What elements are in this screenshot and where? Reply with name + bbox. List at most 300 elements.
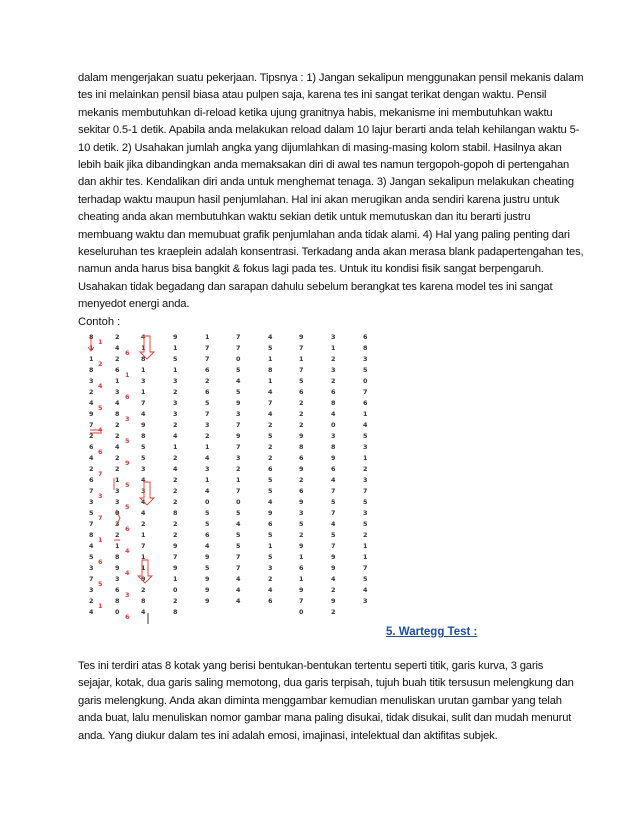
kraeplin-digit: 8 xyxy=(173,608,178,616)
kraeplin-digit: 7 xyxy=(236,564,241,572)
kraeplin-digit: 4 xyxy=(205,487,210,495)
kraeplin-digit: 2 xyxy=(268,421,273,429)
kraeplin-digit: 5 xyxy=(236,366,241,374)
kraeplin-digit: 7 xyxy=(331,487,336,495)
kraeplin-digit: 7 xyxy=(299,597,304,605)
kraeplin-digit: 9 xyxy=(299,465,304,473)
kraeplin-digit: 4 xyxy=(331,575,336,583)
kraeplin-digit: 3 xyxy=(89,377,94,385)
kraeplin-digit: 2 xyxy=(141,586,146,594)
kraeplin-digit: 3 xyxy=(141,377,146,385)
kraeplin-digit: 2 xyxy=(115,333,120,341)
kraeplin-digit: 3 xyxy=(236,410,241,418)
kraeplin-digit: 8 xyxy=(141,597,146,605)
kraeplin-digit: 4 xyxy=(89,542,94,550)
kraeplin-digit: 1 xyxy=(141,531,146,539)
kraeplin-digit: 2 xyxy=(89,432,94,440)
kraeplin-digit: 6 xyxy=(331,388,336,396)
wartegg-section-heading[interactable]: 5. Wartegg Test : xyxy=(386,626,478,638)
kraeplin-digit: 2 xyxy=(299,421,304,429)
kraeplin-digit: 9 xyxy=(173,564,178,572)
kraeplin-digit: 2 xyxy=(173,487,178,495)
kraeplin-digit: 1 xyxy=(141,553,146,561)
kraeplin-digit: 3 xyxy=(115,520,120,528)
kraeplin-sum-digit: 6 xyxy=(98,558,103,566)
kraeplin-digit: 3 xyxy=(173,410,178,418)
kraeplin-digit: 5 xyxy=(141,454,146,462)
kraeplin-digit: 2 xyxy=(115,454,120,462)
kraeplin-digit: 5 xyxy=(205,509,210,517)
kraeplin-digit: 3 xyxy=(115,498,120,506)
kraeplin-digit: 6 xyxy=(115,586,120,594)
kraeplin-digit: 5 xyxy=(363,575,368,583)
wartegg-paragraph xyxy=(78,658,574,745)
kraeplin-digit: 0 xyxy=(115,509,120,517)
kraeplin-digit: 4 xyxy=(331,476,336,484)
kraeplin-digit: 3 xyxy=(205,465,210,473)
kraeplin-digit: 9 xyxy=(173,333,178,341)
kraeplin-digit: 5 xyxy=(268,487,273,495)
kraeplin-digit: 2 xyxy=(173,454,178,462)
kraeplin-digit: 2 xyxy=(205,432,210,440)
text-line: tes ini melainkan pensil biasa atau pulpen saja, karena tes ini sangat terikat dengan waktu. Pensil xyxy=(78,89,547,102)
kraeplin-digit: 5 xyxy=(89,509,94,517)
kraeplin-digit: 4 xyxy=(236,377,241,385)
kraeplin-digit: 6 xyxy=(268,465,273,473)
kraeplin-digit: 4 xyxy=(236,520,241,528)
kraeplin-digit: 2 xyxy=(331,586,336,594)
kraeplin-digit: 1 xyxy=(363,553,368,561)
kraeplin-digit: 2 xyxy=(363,531,368,539)
kraeplin-digit: 2 xyxy=(173,476,178,484)
kraeplin-digit: 7 xyxy=(89,520,94,528)
kraeplin-digit: 8 xyxy=(141,432,146,440)
kraeplin-digit: 7 xyxy=(236,344,241,352)
kraeplin-digit: 7 xyxy=(331,542,336,550)
kraeplin-digit: 1 xyxy=(236,476,241,484)
kraeplin-digit: 2 xyxy=(268,575,273,583)
kraeplin-digit: 8 xyxy=(363,344,368,352)
kraeplin-digit: 4 xyxy=(173,432,178,440)
kraeplin-sum-digit: 3 xyxy=(125,591,130,599)
kraeplin-digit: 7 xyxy=(205,355,210,363)
kraeplin-digit: 1 xyxy=(115,476,120,484)
kraeplin-digit: 4 xyxy=(141,498,146,506)
kraeplin-digit: 2 xyxy=(331,377,336,385)
kraeplin-digit: 8 xyxy=(115,410,120,418)
kraeplin-digit: 1 xyxy=(89,344,94,352)
text-line: 10 detik. 2) Usahakan jumlah angka yang dijumlahkan di masing-masing kolom stabil. Hasilnya akan xyxy=(78,141,562,154)
kraeplin-digit: 3 xyxy=(115,575,120,583)
kraeplin-digit: 7 xyxy=(236,487,241,495)
kraeplin-digit: 2 xyxy=(89,465,94,473)
kraeplin-digit: 3 xyxy=(299,509,304,517)
kraeplin-digit: 7 xyxy=(173,553,178,561)
kraeplin-sum-digit: 6 xyxy=(98,448,103,456)
kraeplin-digit: 1 xyxy=(141,388,146,396)
kraeplin-digit: 0 xyxy=(299,608,304,616)
kraeplin-digit: 1 xyxy=(89,355,94,363)
tips-paragraph xyxy=(78,70,584,314)
kraeplin-digit: 2 xyxy=(331,355,336,363)
kraeplin-digit: 0 xyxy=(115,608,120,616)
kraeplin-sum-digit: 2 xyxy=(98,360,103,368)
kraeplin-digit: 9 xyxy=(331,597,336,605)
kraeplin-digit: 7 xyxy=(89,421,94,429)
kraeplin-digit: 1 xyxy=(141,564,146,572)
kraeplin-digit: 6 xyxy=(363,399,368,407)
kraeplin-digit: 3 xyxy=(331,333,336,341)
text-line: terhadap waktu maupun hasil penjumlahan. Hal ini akan merugikan anda sendiri karena justru untuk xyxy=(78,193,560,206)
kraeplin-sum-digit: 6 xyxy=(125,525,130,533)
kraeplin-digit: 2 xyxy=(363,465,368,473)
kraeplin-digit: 2 xyxy=(173,498,178,506)
kraeplin-digit: 9 xyxy=(115,564,120,572)
kraeplin-digit: 9 xyxy=(299,498,304,506)
kraeplin-digit: 4 xyxy=(268,498,273,506)
kraeplin-digit: 2 xyxy=(115,531,120,539)
kraeplin-digit: 8 xyxy=(141,355,146,363)
kraeplin-digit: 0 xyxy=(331,421,336,429)
kraeplin-digit: 0 xyxy=(173,586,178,594)
kraeplin-digit: 9 xyxy=(205,597,210,605)
text-line: anda. Yang diukur dalam tes ini adalah emosi, imajinasi, intelektual dan aktifitas subjek. xyxy=(78,729,498,742)
kraeplin-digit: 7 xyxy=(236,553,241,561)
text-line: sejajar, kotak, dua garis saling memotong, dua garis terpisah, tujuh buah titik tersusun melengkung dan xyxy=(78,677,574,690)
kraeplin-digit: 9 xyxy=(268,509,273,517)
kraeplin-sum-digit: 5 xyxy=(98,404,103,412)
kraeplin-digit: 6 xyxy=(268,520,273,528)
kraeplin-digit: 7 xyxy=(363,487,368,495)
kraeplin-digit: 8 xyxy=(268,366,273,374)
kraeplin-digit: 7 xyxy=(89,575,94,583)
kraeplin-digit: 5 xyxy=(268,531,273,539)
kraeplin-digit: 5 xyxy=(268,553,273,561)
kraeplin-digit: 1 xyxy=(115,542,120,550)
kraeplin-digit: 8 xyxy=(115,553,120,561)
kraeplin-digit: 6 xyxy=(299,487,304,495)
kraeplin-digit: 8 xyxy=(299,443,304,451)
kraeplin-digit: 2 xyxy=(173,531,178,539)
kraeplin-sum-digit: 6 xyxy=(125,393,130,401)
kraeplin-digit: 2 xyxy=(89,597,94,605)
kraeplin-digit: 3 xyxy=(173,399,178,407)
kraeplin-digit: 7 xyxy=(363,564,368,572)
kraeplin-digit: 5 xyxy=(236,509,241,517)
kraeplin-digit: 4 xyxy=(236,586,241,594)
kraeplin-sum-digit: 1 xyxy=(98,338,103,346)
kraeplin-digit: 0 xyxy=(363,377,368,385)
kraeplin-digit: 9 xyxy=(205,553,210,561)
kraeplin-digit: 1 xyxy=(268,355,273,363)
kraeplin-digit: 1 xyxy=(173,344,178,352)
kraeplin-digit: 4 xyxy=(268,388,273,396)
kraeplin-digit: 7 xyxy=(236,443,241,451)
kraeplin-digit: 1 xyxy=(205,476,210,484)
kraeplin-digit: 7 xyxy=(331,509,336,517)
text-line: cheating anda akan membutuhkan waktu sekian detik untuk memutuskan dan itu berarti justru xyxy=(78,211,531,224)
kraeplin-digit: 0 xyxy=(236,355,241,363)
kraeplin-digit: 5 xyxy=(363,520,368,528)
kraeplin-digit: 1 xyxy=(299,575,304,583)
kraeplin-digit: 3 xyxy=(173,377,178,385)
kraeplin-sum-digit: 6 xyxy=(125,349,130,357)
kraeplin-digit: 7 xyxy=(205,344,210,352)
kraeplin-digit: 3 xyxy=(141,465,146,473)
kraeplin-digit: 6 xyxy=(89,476,94,484)
kraeplin-digit: 1 xyxy=(268,377,273,385)
text-line: anda buat, lalu menuliskan nomor gambar mana paling disukai, tidak disukai, sulit dan mudah menurut xyxy=(78,712,572,725)
kraeplin-digit: 6 xyxy=(89,443,94,451)
kraeplin-digit: 4 xyxy=(268,410,273,418)
kraeplin-digit: 7 xyxy=(268,399,273,407)
kraeplin-sum-digit: 3 xyxy=(125,415,130,423)
kraeplin-digit: 1 xyxy=(363,410,368,418)
kraeplin-digit: 3 xyxy=(141,487,146,495)
kraeplin-digit: 9 xyxy=(299,542,304,550)
kraeplin-digit: 1 xyxy=(363,454,368,462)
kraeplin-sum-digit: 4 xyxy=(98,426,103,434)
kraeplin-digit: 3 xyxy=(115,388,120,396)
kraeplin-digit: 5 xyxy=(268,476,273,484)
kraeplin-digit: 8 xyxy=(331,399,336,407)
text-line: keseluruhan tes kraeplein adalah konsentrasi. Terkadang anda akan merasa blank padapertengahan tes, xyxy=(78,246,584,259)
kraeplin-digit: 1 xyxy=(141,366,146,374)
kraeplin-digit: 7 xyxy=(299,366,304,374)
kraeplin-digit: 9 xyxy=(89,410,94,418)
kraeplin-digit: 5 xyxy=(299,377,304,385)
text-line: sekitar 0.5-1 detik. Apabila anda melakukan reload dalam 10 lajur berarti anda telah kehilangan waktu 5- xyxy=(78,124,580,137)
kraeplin-digit: 2 xyxy=(236,465,241,473)
kraeplin-digit: 9 xyxy=(173,542,178,550)
kraeplin-digit: 3 xyxy=(89,586,94,594)
kraeplin-sum-digit: 5 xyxy=(125,503,130,511)
kraeplin-digit: 3 xyxy=(363,597,368,605)
kraeplin-digit: 1 xyxy=(331,344,336,352)
kraeplin-digit: 4 xyxy=(363,586,368,594)
kraeplin-digit: 9 xyxy=(331,564,336,572)
kraeplin-digit: 1 xyxy=(115,377,120,385)
kraeplin-digit: 3 xyxy=(331,432,336,440)
kraeplin-digit: 7 xyxy=(141,542,146,550)
kraeplin-digit: 9 xyxy=(205,586,210,594)
kraeplin-digit: 4 xyxy=(115,443,120,451)
kraeplin-digit: 8 xyxy=(89,333,94,341)
kraeplin-digit: 2 xyxy=(115,432,120,440)
kraeplin-digit: 5 xyxy=(89,553,94,561)
text-line: garis melengkung. Anda akan diminta menggambar kemudian menuliskan urutan gambar yang telah xyxy=(78,694,562,707)
kraeplin-sum-digit: 1 xyxy=(125,371,130,379)
kraeplin-digit: 3 xyxy=(115,487,120,495)
kraeplin-digit: 4 xyxy=(205,542,210,550)
kraeplin-digit: 2 xyxy=(268,454,273,462)
kraeplin-digit: 1 xyxy=(299,553,304,561)
kraeplin-digit: 8 xyxy=(173,509,178,517)
kraeplin-digit: 1 xyxy=(173,366,178,374)
kraeplin-digit: 7 xyxy=(236,421,241,429)
kraeplin-digit: 5 xyxy=(268,432,273,440)
kraeplin-sum-digit: 6 xyxy=(125,613,130,621)
kraeplin-sum-digit: 7 xyxy=(98,470,103,478)
kraeplin-digit: 3 xyxy=(363,355,368,363)
kraeplin-digit: 7 xyxy=(236,333,241,341)
kraeplin-digit: 1 xyxy=(141,344,146,352)
kraeplin-digit: 3 xyxy=(89,564,94,572)
kraeplin-digit: 8 xyxy=(89,366,94,374)
kraeplin-sum-digit: 1 xyxy=(98,536,103,544)
kraeplin-digit: 6 xyxy=(299,454,304,462)
kraeplin-digit: 7 xyxy=(89,487,94,495)
kraeplin-digit: 0 xyxy=(236,498,241,506)
kraeplin-digit: 2 xyxy=(299,410,304,418)
kraeplin-digit: 2 xyxy=(173,520,178,528)
kraeplin-digit: 2 xyxy=(205,377,210,385)
kraeplin-digit: 4 xyxy=(141,410,146,418)
kraeplin-digit: 4 xyxy=(236,575,241,583)
kraeplin-digit: 6 xyxy=(299,564,304,572)
example-label: Contoh : xyxy=(78,316,121,328)
kraeplin-digit: 7 xyxy=(363,388,368,396)
kraeplin-digit: 1 xyxy=(268,542,273,550)
kraeplin-digit: 7 xyxy=(299,344,304,352)
kraeplin-digit: 2 xyxy=(115,421,120,429)
kraeplin-digit: 4 xyxy=(363,421,368,429)
kraeplin-digit: 4 xyxy=(89,454,94,462)
kraeplin-digit: 4 xyxy=(115,399,120,407)
kraeplin-digit: 3 xyxy=(268,564,273,572)
text-line: mekanis membutuhkan di-reload ketika ujung granitnya habis, mekanisme ini membutuhkan waktu xyxy=(78,106,553,119)
kraeplin-digit: 5 xyxy=(268,344,273,352)
text-line: dan akhir tes. Kendalikan diri anda untuk menghemat tenaga. 3) Jangan sekalipun melakukan cheating xyxy=(78,176,574,189)
kraeplin-digit: 4 xyxy=(141,476,146,484)
kraeplin-sum-digit: 5 xyxy=(125,481,130,489)
text-line: lebih baik jika dibandingkan anda memaksakan diri di awal tes namun tergopoh-gopoh di pertengahan xyxy=(78,159,570,172)
kraeplin-digit: 5 xyxy=(363,498,368,506)
kraeplin-digit: 2 xyxy=(115,355,120,363)
kraeplin-digit: 9 xyxy=(141,575,146,583)
kraeplin-digit: 6 xyxy=(205,366,210,374)
kraeplin-digit: 6 xyxy=(331,465,336,473)
kraeplin-digit: 4 xyxy=(268,333,273,341)
kraeplin-digit: 5 xyxy=(236,388,241,396)
kraeplin-digit: 8 xyxy=(331,443,336,451)
kraeplin-digit: 3 xyxy=(363,509,368,517)
kraeplin-digit: 6 xyxy=(205,388,210,396)
kraeplin-digit: 7 xyxy=(205,410,210,418)
kraeplin-digit: 4 xyxy=(115,344,120,352)
kraeplin-digit: 5 xyxy=(363,432,368,440)
kraeplin-digit: 2 xyxy=(173,388,178,396)
kraeplin-digit: 2 xyxy=(115,465,120,473)
kraeplin-digit: 9 xyxy=(331,553,336,561)
kraeplin-sum-digit: 9 xyxy=(125,459,130,467)
kraeplin-digit: 9 xyxy=(236,399,241,407)
kraeplin-digit: 5 xyxy=(299,520,304,528)
kraeplin-digit: 5 xyxy=(331,531,336,539)
kraeplin-digit: 5 xyxy=(363,366,368,374)
kraeplin-digit: 3 xyxy=(363,476,368,484)
kraeplin-digit: 3 xyxy=(331,366,336,374)
text-line: namun anda harus bisa bangkit & fokus lagi pada tes. Untuk itu kondisi fisik sangat berpengaruh. xyxy=(78,263,544,276)
kraeplin-digit: 9 xyxy=(299,586,304,594)
kraeplin-digit: 1 xyxy=(205,443,210,451)
kraeplin-digit: 5 xyxy=(236,542,241,550)
kraeplin-digit: 6 xyxy=(115,366,120,374)
kraeplin-digit: 1 xyxy=(173,443,178,451)
kraeplin-digit: 5 xyxy=(205,399,210,407)
kraeplin-digit: 4 xyxy=(89,608,94,616)
kraeplin-digit: 3 xyxy=(89,498,94,506)
kraeplin-digit: 2 xyxy=(89,388,94,396)
kraeplin-digit: 9 xyxy=(331,454,336,462)
kraeplin-digit: 3 xyxy=(236,454,241,462)
kraeplin-digit: 4 xyxy=(205,454,210,462)
kraeplin-sum-digit: 1 xyxy=(98,602,103,610)
kraeplin-example-image xyxy=(80,330,392,624)
kraeplin-digit: 5 xyxy=(205,520,210,528)
kraeplin-digit: 4 xyxy=(141,608,146,616)
text-line: dalam mengerjakan suatu pekerjaan. Tipsnya : 1) Jangan sekalipun menggunakan pensil mekanis dalam xyxy=(78,72,584,84)
kraeplin-digit: 1 xyxy=(173,575,178,583)
kraeplin-digit: 9 xyxy=(299,432,304,440)
kraeplin-digit: 9 xyxy=(299,333,304,341)
kraeplin-digit: 5 xyxy=(141,443,146,451)
kraeplin-digit: 2 xyxy=(173,421,178,429)
kraeplin-digit: 3 xyxy=(363,443,368,451)
text-line: Tes ini terdiri atas 8 kotak yang berisi bentukan-bentukan tertentu seperti titik, garis kurva, 3 garis xyxy=(78,660,544,672)
kraeplin-digit: 8 xyxy=(115,597,120,605)
kraeplin-digit: 4 xyxy=(331,520,336,528)
kraeplin-sum-digit: 5 xyxy=(125,437,130,445)
kraeplin-digit: 4 xyxy=(141,333,146,341)
kraeplin-digit: 2 xyxy=(299,476,304,484)
kraeplin-sum-digit: 4 xyxy=(98,382,103,390)
kraeplin-digit: 5 xyxy=(205,564,210,572)
kraeplin-sum-digit: 4 xyxy=(125,547,130,555)
kraeplin-digit: 7 xyxy=(141,399,146,407)
kraeplin-digit: 2 xyxy=(299,399,304,407)
kraeplin-digit: 8 xyxy=(89,531,94,539)
kraeplin-digit: 5 xyxy=(236,531,241,539)
kraeplin-digit: 1 xyxy=(205,333,210,341)
kraeplin-digit: 1 xyxy=(363,542,368,550)
kraeplin-digit: 9 xyxy=(141,421,146,429)
kraeplin-sum-digit: 3 xyxy=(98,492,103,500)
kraeplin-digit: 4 xyxy=(173,465,178,473)
kraeplin-sum-digit: 4 xyxy=(125,569,130,577)
kraeplin-digit: 6 xyxy=(268,597,273,605)
kraeplin-digit: 4 xyxy=(141,509,146,517)
kraeplin-digit: 1 xyxy=(299,355,304,363)
text-line: menyedot energi anda. xyxy=(78,298,190,311)
kraeplin-digit: 4 xyxy=(331,410,336,418)
kraeplin-digit: 4 xyxy=(268,586,273,594)
kraeplin-digit: 2 xyxy=(331,608,336,616)
kraeplin-sum-digit: 5 xyxy=(98,580,103,588)
kraeplin-digit: 4 xyxy=(89,399,94,407)
kraeplin-digit: 5 xyxy=(331,498,336,506)
kraeplin-digit: 6 xyxy=(363,333,368,341)
kraeplin-digit: 0 xyxy=(205,498,210,506)
kraeplin-sum-digit: 7 xyxy=(98,514,103,522)
kraeplin-digit: 3 xyxy=(205,421,210,429)
kraeplin-digit: 5 xyxy=(173,355,178,363)
text-line: membuang waktu dan memubuat grafik penjumlahan anda tidak alami. 4) Hal yang paling penting dari xyxy=(78,228,570,241)
kraeplin-digit: 9 xyxy=(236,432,241,440)
kraeplin-digit: 2 xyxy=(299,531,304,539)
text-line: Usahakan tidak begadang dan sarapan dahulu sebelum berangkat tes karena model tes ini sangat xyxy=(78,280,553,293)
kraeplin-digit: 2 xyxy=(141,520,146,528)
